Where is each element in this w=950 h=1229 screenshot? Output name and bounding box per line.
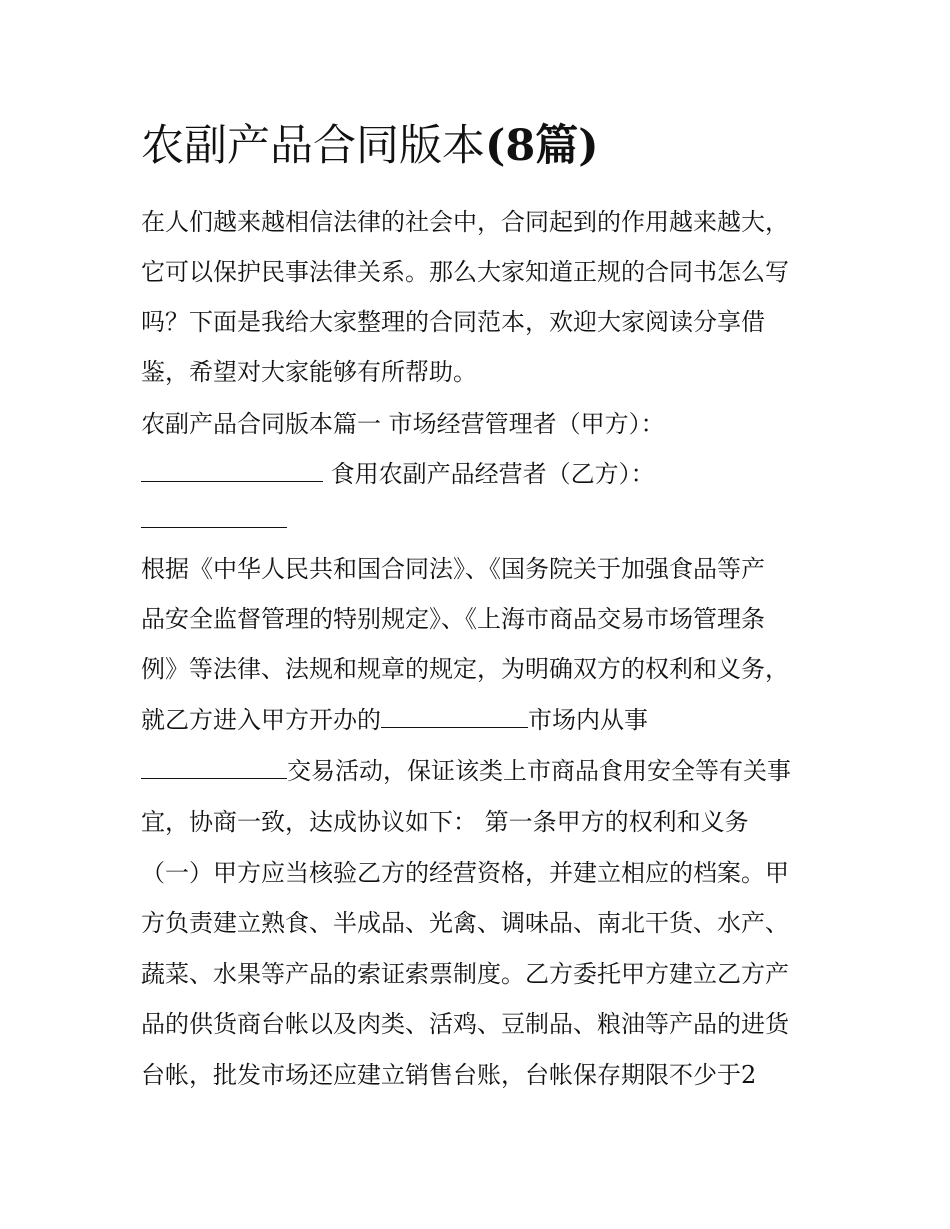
title-suffix: (8篇) [485, 121, 599, 171]
title-main: 农副产品合同版本 [141, 121, 485, 171]
paragraph-line-with-blank [141, 454, 655, 494]
paragraph-line: 吗？下面是我给大家整理的合同范本，欢迎大家阅读分享借 [141, 308, 765, 336]
paragraph-line: 蔬菜、水果等产品的索证索票制度。乙方委托甲方建立乙方产 [141, 960, 789, 988]
paragraph-line: 品的供货商台帐以及肉类、活鸡、豆制品、粮油等产品的进货 [141, 1010, 789, 1038]
paragraph-line: 台帐，批发市场还应建立销售台账，台帐保存期限不少于2 [141, 1061, 757, 1089]
paragraph-line: 在人们越来越相信法律的社会中，合同起到的作用越来越大， [141, 208, 789, 236]
paragraph-line: 宜，协商一致，达成协议如下： 第一条甲方的权利和义务 [141, 808, 749, 836]
paragraph-line: 它可以保护民事法律关系。那么大家知道正规的合同书怎么写 [141, 258, 789, 286]
paragraph-line: 例》等法律、法规和规章的规定，为明确双方的权利和义务， [141, 655, 789, 683]
line-text: 市场内从事 [528, 706, 648, 734]
paragraph-line: （一）甲方应当核验乙方的经营资格，并建立相应的档案。甲 [141, 859, 789, 887]
fill-in-blank [141, 459, 323, 482]
paragraph-line-with-blank [141, 500, 287, 540]
line-text: 就乙方进入甲方开办的 [141, 706, 381, 734]
document-title [141, 110, 599, 182]
paragraph-line-with-blank [141, 700, 648, 740]
fill-in-blank [141, 505, 287, 528]
paragraph-line: 根据《中华人民共和国合同法》、《国务院关于加强食品等产 [141, 555, 765, 583]
fill-in-blank [141, 756, 287, 779]
line-text: 交易活动，保证该类上市商品食用安全等有关事 [287, 757, 791, 785]
line-text: 食用农副产品经营者（乙方）： [330, 460, 655, 488]
paragraph-line: 品安全监督管理的特别规定》、《上海市商品交易市场管理条 [141, 605, 765, 633]
paragraph-line: 农副产品合同版本篇一 市场经营管理者（甲方）： [141, 410, 665, 438]
paragraph-line-with-blank [141, 751, 791, 791]
fill-in-blank [381, 705, 528, 728]
paragraph-line: 方负责建立熟食、半成品、光禽、调味品、南北干货、水产、 [141, 909, 789, 937]
paragraph-line: 鉴，希望对大家能够有所帮助。 [141, 358, 477, 386]
